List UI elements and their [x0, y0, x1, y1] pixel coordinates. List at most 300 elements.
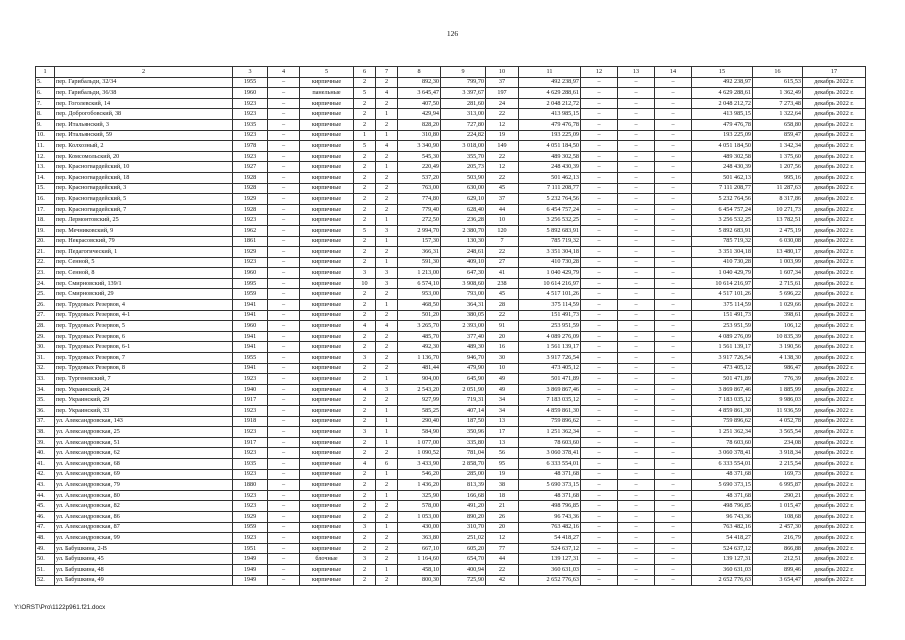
cell-residents: 38	[486, 480, 519, 491]
cell-cost-per-sqm: 108,68	[753, 511, 803, 522]
cell-cost-regional: 4 859 861,30	[692, 406, 753, 417]
cell-cost-regional: 4 089 276,09	[692, 331, 753, 342]
cell-total-area: 546,20	[398, 469, 441, 480]
cell-floors: 3	[354, 268, 376, 279]
table-row	[36, 236, 866, 247]
cell-total-area: 1 090,52	[398, 448, 441, 459]
cell-living-area: 409,10	[441, 257, 486, 268]
cell-living-area: 335,80	[441, 437, 486, 448]
cell-cost-total: 473 405,12	[519, 363, 581, 374]
cell-living-area: 645,90	[441, 374, 486, 385]
cell-year-built: 1941	[233, 342, 268, 353]
cell-wall-material: кирпичные	[300, 162, 354, 173]
column-header: 2	[55, 67, 233, 78]
table-row	[36, 554, 866, 565]
cell-total-area: 667,10	[398, 543, 441, 554]
cell-completion-date: декабрь 2022 г.	[803, 363, 866, 374]
cell-wall-material: кирпичные	[300, 342, 354, 353]
table-row	[36, 172, 866, 183]
cell-total-area: 892,30	[398, 77, 441, 88]
cell-wall-material: кирпичные	[300, 363, 354, 374]
cell-cost-total: 1 040 429,79	[519, 268, 581, 279]
cell-residents: 19	[486, 130, 519, 141]
cell-living-area: 793,00	[441, 289, 486, 300]
cell-col-14: –	[655, 247, 692, 258]
cell-cost-total: 10 614 216,97	[519, 278, 581, 289]
cell-row-number: 44.	[36, 490, 55, 501]
cell-col-4: –	[268, 437, 300, 448]
cell-col-14: –	[655, 480, 692, 491]
cell-col-4: –	[268, 183, 300, 194]
cell-col-13: –	[618, 183, 655, 194]
cell-entrances: 2	[376, 480, 398, 491]
cell-entrances: 2	[376, 554, 398, 565]
cell-col-13: –	[618, 564, 655, 575]
cell-cost-regional: 78 603,60	[692, 437, 753, 448]
cell-address: пер. Смирновский, 29	[55, 289, 233, 300]
cell-col-14: –	[655, 331, 692, 342]
table-row	[36, 522, 866, 533]
column-header: 7	[376, 67, 398, 78]
cell-cost-total: 360 631,03	[519, 564, 581, 575]
cell-col-4: –	[268, 236, 300, 247]
cell-total-area: 458,10	[398, 564, 441, 575]
cell-living-area: 281,60	[441, 98, 486, 109]
cell-row-number: 5.	[36, 77, 55, 88]
cell-total-area: 492,30	[398, 342, 441, 353]
table-row	[36, 511, 866, 522]
cell-total-area: 430,00	[398, 522, 441, 533]
cell-wall-material: кирпичные	[300, 395, 354, 406]
cell-col-4: –	[268, 247, 300, 258]
cell-row-number: 46.	[36, 511, 55, 522]
table-row	[36, 374, 866, 385]
cell-living-area: 251,02	[441, 533, 486, 544]
cell-col-13: –	[618, 501, 655, 512]
cell-col-13: –	[618, 247, 655, 258]
cell-year-built: 1917	[233, 395, 268, 406]
cell-living-area: 3 908,60	[441, 278, 486, 289]
cell-row-number: 28.	[36, 321, 55, 332]
cell-col-4: –	[268, 543, 300, 554]
cell-cost-regional: 2 048 212,72	[692, 98, 753, 109]
cell-address: пер. Красногвардейский, 18	[55, 172, 233, 183]
cell-address: пер. Красногвардейский, 10	[55, 162, 233, 173]
cell-row-number: 23.	[36, 268, 55, 279]
cell-col-4: –	[268, 215, 300, 226]
cell-residents: 149	[486, 141, 519, 152]
cell-address: пер. Трудовых Резервов, 8	[55, 363, 233, 374]
cell-cost-regional: 473 405,12	[692, 363, 753, 374]
cell-wall-material: кирпичные	[300, 384, 354, 395]
cell-col-4: –	[268, 554, 300, 565]
table-row	[36, 162, 866, 173]
cell-floors: 2	[354, 511, 376, 522]
cell-completion-date: декабрь 2022 г.	[803, 564, 866, 575]
cell-wall-material: кирпичные	[300, 236, 354, 247]
cell-entrances: 1	[376, 490, 398, 501]
cell-cost-regional: 7 183 035,12	[692, 395, 753, 406]
cell-cost-total: 763 482,16	[519, 522, 581, 533]
cell-cost-total: 139 127,31	[519, 554, 581, 565]
cell-wall-material: кирпичные	[300, 119, 354, 130]
cell-entrances: 1	[376, 416, 398, 427]
cell-cost-regional: 492 238,97	[692, 77, 753, 88]
cell-entrances: 2	[376, 448, 398, 459]
cell-total-area: 1 077,00	[398, 437, 441, 448]
cell-completion-date: декабрь 2022 г.	[803, 490, 866, 501]
cell-cost-regional: 413 985,15	[692, 109, 753, 120]
cell-row-number: 21.	[36, 247, 55, 258]
cell-wall-material: кирпичные	[300, 98, 354, 109]
cell-entrances: 4	[376, 88, 398, 99]
cell-total-area: 310,80	[398, 130, 441, 141]
cell-completion-date: декабрь 2022 г.	[803, 215, 866, 226]
cell-address: пер. Трудовых Резервов, 4-1	[55, 310, 233, 321]
cell-completion-date: декабрь 2022 г.	[803, 151, 866, 162]
cell-floors: 2	[354, 406, 376, 417]
cell-cost-regional: 54 418,27	[692, 533, 753, 544]
cell-living-area: 719,31	[441, 395, 486, 406]
cell-total-area: 774,80	[398, 194, 441, 205]
cell-living-area: 400,94	[441, 564, 486, 575]
cell-floors: 3	[354, 522, 376, 533]
cell-residents: 10	[486, 363, 519, 374]
cell-col-4: –	[268, 289, 300, 300]
cell-col-14: –	[655, 88, 692, 99]
cell-col-13: –	[618, 416, 655, 427]
cell-year-built: 1935	[233, 458, 268, 469]
table-row	[36, 427, 866, 438]
cell-year-built: 1955	[233, 353, 268, 364]
cell-wall-material: кирпичные	[300, 490, 354, 501]
cell-total-area: 828,20	[398, 119, 441, 130]
cell-cost-per-sqm: 776,39	[753, 374, 803, 385]
cell-total-area: 537,20	[398, 172, 441, 183]
cell-cost-regional: 4 517 101,26	[692, 289, 753, 300]
cell-residents: 41	[486, 268, 519, 279]
cell-col-12: –	[581, 374, 618, 385]
table-row	[36, 501, 866, 512]
cell-col-4: –	[268, 109, 300, 120]
cell-total-area: 363,80	[398, 533, 441, 544]
cell-residents: 18	[486, 490, 519, 501]
cell-cost-regional: 498 796,85	[692, 501, 753, 512]
cell-year-built: 1960	[233, 321, 268, 332]
cell-col-12: –	[581, 331, 618, 342]
cell-row-number: 20.	[36, 236, 55, 247]
cell-address: ул. Александровская, 99	[55, 533, 233, 544]
cell-col-12: –	[581, 353, 618, 364]
cell-year-built: 1941	[233, 300, 268, 311]
cell-row-number: 14.	[36, 172, 55, 183]
cell-wall-material: кирпичные	[300, 501, 354, 512]
table-row	[36, 406, 866, 417]
cell-living-area: 781,04	[441, 448, 486, 459]
cell-cost-per-sqm: 3 654,47	[753, 575, 803, 586]
cell-residents: 22	[486, 310, 519, 321]
table-row	[36, 289, 866, 300]
cell-living-area: 248,61	[441, 247, 486, 258]
cell-residents: 95	[486, 458, 519, 469]
cell-floors: 2	[354, 98, 376, 109]
cell-col-4: –	[268, 522, 300, 533]
cell-cost-per-sqm: 6 030,08	[753, 236, 803, 247]
cell-col-4: –	[268, 342, 300, 353]
cell-wall-material: кирпичные	[300, 172, 354, 183]
cell-completion-date: декабрь 2022 г.	[803, 469, 866, 480]
cell-cost-regional: 1 561 139,17	[692, 342, 753, 353]
cell-col-14: –	[655, 257, 692, 268]
cell-cost-regional: 6 454 757,24	[692, 204, 753, 215]
cell-cost-total: 785 719,32	[519, 236, 581, 247]
cell-entrances: 1	[376, 300, 398, 311]
cell-living-area: 725,90	[441, 575, 486, 586]
cell-address: пер. Трудовых Резервов, 7	[55, 353, 233, 364]
cell-completion-date: декабрь 2022 г.	[803, 77, 866, 88]
cell-row-number: 32.	[36, 363, 55, 374]
cell-address: ул. Александровская, 79	[55, 480, 233, 491]
cell-floors: 5	[354, 141, 376, 152]
cell-col-14: –	[655, 278, 692, 289]
cell-floors: 2	[354, 543, 376, 554]
cell-cost-regional: 96 743,36	[692, 511, 753, 522]
cell-year-built: 1928	[233, 204, 268, 215]
cell-col-12: –	[581, 300, 618, 311]
cell-completion-date: декабрь 2022 г.	[803, 257, 866, 268]
cell-row-number: 16.	[36, 194, 55, 205]
cell-row-number: 50.	[36, 554, 55, 565]
cell-row-number: 49.	[36, 543, 55, 554]
cell-cost-total: 3 917 726,54	[519, 353, 581, 364]
cell-cost-per-sqm: 986,47	[753, 363, 803, 374]
cell-cost-per-sqm: 995,16	[753, 172, 803, 183]
cell-residents: 34	[486, 406, 519, 417]
cell-col-12: –	[581, 395, 618, 406]
cell-completion-date: декабрь 2022 г.	[803, 183, 866, 194]
cell-cost-total: 479 476,78	[519, 119, 581, 130]
table-row	[36, 109, 866, 120]
cell-wall-material: кирпичные	[300, 151, 354, 162]
cell-year-built: 1935	[233, 119, 268, 130]
cell-col-14: –	[655, 119, 692, 130]
cell-col-14: –	[655, 363, 692, 374]
cell-year-built: 1951	[233, 543, 268, 554]
cell-col-4: –	[268, 427, 300, 438]
table-row	[36, 310, 866, 321]
cell-living-area: 350,96	[441, 427, 486, 438]
cell-col-4: –	[268, 77, 300, 88]
cell-col-4: –	[268, 448, 300, 459]
cell-total-area: 407,50	[398, 98, 441, 109]
cell-year-built: 1917	[233, 437, 268, 448]
cell-col-4: –	[268, 511, 300, 522]
cell-row-number: 34.	[36, 384, 55, 395]
cell-year-built: 1923	[233, 469, 268, 480]
cell-floors: 2	[354, 374, 376, 385]
cell-year-built: 1929	[233, 247, 268, 258]
cell-total-area: 429,94	[398, 109, 441, 120]
cell-row-number: 24.	[36, 278, 55, 289]
cell-col-4: –	[268, 490, 300, 501]
cell-col-13: –	[618, 353, 655, 364]
cell-entrances: 1	[376, 437, 398, 448]
cell-col-14: –	[655, 554, 692, 565]
cell-living-area: 313,00	[441, 109, 486, 120]
cell-row-number: 42.	[36, 469, 55, 480]
cell-wall-material: кирпичные	[300, 109, 354, 120]
cell-floors: 2	[354, 172, 376, 183]
cell-entrances: 2	[376, 172, 398, 183]
cell-floors: 2	[354, 204, 376, 215]
cell-cost-regional: 501 471,89	[692, 374, 753, 385]
cell-col-14: –	[655, 300, 692, 311]
cell-cost-per-sqm: 2 715,61	[753, 278, 803, 289]
cell-cost-total: 6 333 554,01	[519, 458, 581, 469]
cell-floors: 2	[354, 162, 376, 173]
cell-entrances: 1	[376, 215, 398, 226]
table-row	[36, 321, 866, 332]
cell-cost-per-sqm: 234,08	[753, 437, 803, 448]
cell-year-built: 1949	[233, 554, 268, 565]
cell-residents: 24	[486, 98, 519, 109]
cell-entrances: 1	[376, 469, 398, 480]
cell-year-built: 1960	[233, 88, 268, 99]
cell-cost-per-sqm: 1 607,34	[753, 268, 803, 279]
column-header: 10	[486, 67, 519, 78]
cell-address: пер. Педагогический, 1	[55, 247, 233, 258]
cell-entrances: 2	[376, 289, 398, 300]
cell-cost-total: 3 869 867,46	[519, 384, 581, 395]
cell-col-12: –	[581, 109, 618, 120]
cell-completion-date: декабрь 2022 г.	[803, 395, 866, 406]
cell-address: пер. Трудовых Резервов, 4	[55, 300, 233, 311]
cell-col-14: –	[655, 204, 692, 215]
cell-col-12: –	[581, 310, 618, 321]
cell-residents: 44	[486, 554, 519, 565]
cell-col-14: –	[655, 151, 692, 162]
cell-residents: 44	[486, 204, 519, 215]
cell-residents: 10	[486, 215, 519, 226]
table-row	[36, 247, 866, 258]
cell-cost-per-sqm: 1 375,60	[753, 151, 803, 162]
cell-year-built: 1923	[233, 448, 268, 459]
table-row	[36, 183, 866, 194]
cell-residents: 30	[486, 353, 519, 364]
cell-cost-regional: 6 333 554,01	[692, 458, 753, 469]
cell-col-14: –	[655, 130, 692, 141]
cell-living-area: 628,40	[441, 204, 486, 215]
cell-address: пер. Комсомольский, 20	[55, 151, 233, 162]
cell-address: пер. Украинский, 24	[55, 384, 233, 395]
cell-entrances: 2	[376, 310, 398, 321]
cell-cost-total: 1 561 139,17	[519, 342, 581, 353]
cell-col-12: –	[581, 236, 618, 247]
cell-cost-total: 375 114,59	[519, 300, 581, 311]
cell-completion-date: декабрь 2022 г.	[803, 416, 866, 427]
cell-col-14: –	[655, 268, 692, 279]
cell-wall-material: кирпичные	[300, 141, 354, 152]
cell-entrances: 2	[376, 363, 398, 374]
cell-col-4: –	[268, 204, 300, 215]
cell-col-4: –	[268, 98, 300, 109]
cell-row-number: 6.	[36, 88, 55, 99]
cell-address: пер. Гарибальди, 36/38	[55, 88, 233, 99]
cell-year-built: 1959	[233, 289, 268, 300]
cell-living-area: 310,70	[441, 522, 486, 533]
cell-cost-per-sqm: 106,12	[753, 321, 803, 332]
cell-year-built: 1929	[233, 511, 268, 522]
cell-completion-date: декабрь 2022 г.	[803, 511, 866, 522]
cell-entrances: 2	[376, 342, 398, 353]
cell-total-area: 3 433,90	[398, 458, 441, 469]
cell-address: пер. Лермонтовский, 25	[55, 215, 233, 226]
cell-completion-date: декабрь 2022 г.	[803, 522, 866, 533]
cell-living-area: 364,31	[441, 300, 486, 311]
cell-completion-date: декабрь 2022 г.	[803, 374, 866, 385]
cell-wall-material: кирпичные	[300, 247, 354, 258]
cell-cost-per-sqm: 3 190,56	[753, 342, 803, 353]
cell-floors: 2	[354, 310, 376, 321]
cell-year-built: 1923	[233, 374, 268, 385]
cell-floors: 2	[354, 564, 376, 575]
cell-col-12: –	[581, 543, 618, 554]
cell-residents: 20	[486, 522, 519, 533]
cell-cost-regional: 151 491,73	[692, 310, 753, 321]
cell-col-14: –	[655, 564, 692, 575]
table-row	[36, 384, 866, 395]
cell-total-area: 468,50	[398, 300, 441, 311]
cell-completion-date: декабрь 2022 г.	[803, 162, 866, 173]
cell-wall-material: кирпичные	[300, 533, 354, 544]
cell-col-12: –	[581, 204, 618, 215]
cell-col-4: –	[268, 194, 300, 205]
cell-col-13: –	[618, 151, 655, 162]
cell-row-number: 18.	[36, 215, 55, 226]
cell-wall-material: кирпичные	[300, 437, 354, 448]
cell-total-area: 578,00	[398, 501, 441, 512]
cell-col-13: –	[618, 109, 655, 120]
cell-living-area: 503,90	[441, 172, 486, 183]
cell-row-number: 43.	[36, 480, 55, 491]
cell-col-12: –	[581, 77, 618, 88]
cell-cost-total: 501 471,89	[519, 374, 581, 385]
cell-cost-per-sqm: 1 885,99	[753, 384, 803, 395]
document-file-path: Y:\ORST\Pro\1122p961.f21.docx	[14, 604, 106, 611]
cell-completion-date: декабрь 2022 г.	[803, 109, 866, 120]
cell-col-12: –	[581, 427, 618, 438]
cell-year-built: 1923	[233, 130, 268, 141]
cell-row-number: 45.	[36, 501, 55, 512]
cell-floors: 2	[354, 342, 376, 353]
cell-completion-date: декабрь 2022 г.	[803, 448, 866, 459]
cell-living-area: 799,70	[441, 77, 486, 88]
cell-wall-material: кирпичные	[300, 130, 354, 141]
column-header: 12	[581, 67, 618, 78]
cell-cost-regional: 3 256 532,25	[692, 215, 753, 226]
cell-cost-regional: 3 060 378,41	[692, 448, 753, 459]
cell-cost-per-sqm: 866,88	[753, 543, 803, 554]
cell-col-14: –	[655, 575, 692, 586]
cell-floors: 2	[354, 395, 376, 406]
table-row	[36, 119, 866, 130]
cell-cost-regional: 248 430,39	[692, 162, 753, 173]
table-row	[36, 448, 866, 459]
cell-col-14: –	[655, 236, 692, 247]
cell-col-13: –	[618, 257, 655, 268]
cell-total-area: 6 574,10	[398, 278, 441, 289]
cell-row-number: 22.	[36, 257, 55, 268]
